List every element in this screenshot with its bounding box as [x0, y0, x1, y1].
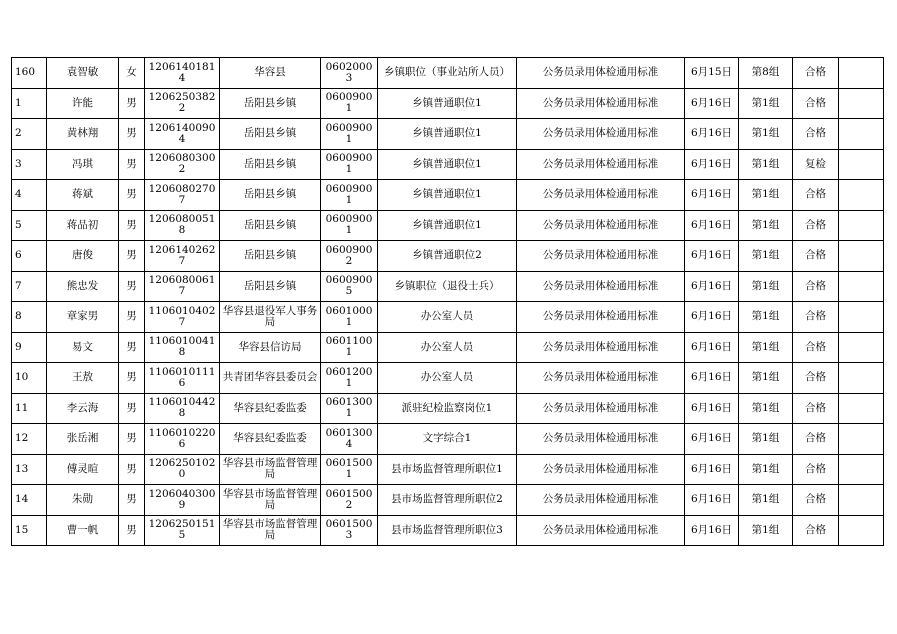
gender-cell: 男 — [119, 424, 145, 455]
row-number-cell: 2 — [12, 119, 47, 150]
standard-cell: 公务员录用体检通用标准 — [517, 58, 685, 89]
table-row — [12, 302, 884, 333]
standard-cell: 公务员录用体检通用标准 — [517, 363, 685, 394]
exam-date-cell: 6月16日 — [685, 88, 739, 119]
exam-date-cell: 6月16日 — [685, 271, 739, 302]
standard-cell: 公务员录用体检通用标准 — [517, 180, 685, 211]
result-cell: 合格 — [793, 241, 839, 272]
position-cell: 乡镇职位（退役士兵） — [378, 271, 517, 302]
table-row — [12, 393, 884, 424]
row-number-cell: 8 — [12, 302, 47, 333]
gender-cell: 男 — [119, 332, 145, 363]
unit-cell: 华容县信访局 — [220, 332, 321, 363]
unit-cell: 共青团华容县委员会 — [220, 363, 321, 394]
row-number-cell: 160 — [12, 58, 47, 89]
exam-date-cell: 6月16日 — [685, 515, 739, 546]
exam-id-cell: 11060104027 — [145, 302, 220, 333]
standard-cell: 公务员录用体检通用标准 — [517, 88, 685, 119]
note-cell — [839, 393, 884, 424]
row-number-cell: 7 — [12, 271, 47, 302]
result-cell: 合格 — [793, 58, 839, 89]
unit-cell: 华容县市场监督管理局 — [220, 515, 321, 546]
result-cell: 合格 — [793, 180, 839, 211]
position-cell: 县市场监督管理所职位1 — [378, 454, 517, 485]
position-cell: 乡镇职位（事业站所人员） — [378, 58, 517, 89]
exam-date-cell: 6月16日 — [685, 180, 739, 211]
candidate-table — [11, 57, 884, 546]
exam-id-cell: 11060100418 — [145, 332, 220, 363]
position-code-cell: 06013001 — [321, 393, 378, 424]
position-code-cell: 06010001 — [321, 302, 378, 333]
name-cell: 曹一帆 — [47, 515, 119, 546]
position-cell: 办公室人员 — [378, 363, 517, 394]
standard-cell: 公务员录用体检通用标准 — [517, 210, 685, 241]
exam-date-cell: 6月16日 — [685, 424, 739, 455]
name-cell: 熊忠发 — [47, 271, 119, 302]
position-cell: 派驻纪检监察岗位1 — [378, 393, 517, 424]
exam-date-cell: 6月16日 — [685, 302, 739, 333]
note-cell — [839, 88, 884, 119]
group-cell: 第1组 — [739, 210, 793, 241]
position-code-cell: 06020003 — [321, 58, 378, 89]
unit-cell: 岳阳县乡镇 — [220, 241, 321, 272]
exam-date-cell: 6月16日 — [685, 363, 739, 394]
unit-cell: 岳阳县乡镇 — [220, 88, 321, 119]
standard-cell: 公务员录用体检通用标准 — [517, 424, 685, 455]
note-cell — [839, 119, 884, 150]
group-cell: 第1组 — [739, 515, 793, 546]
position-cell: 文字综合1 — [378, 424, 517, 455]
table-row — [12, 58, 884, 89]
position-cell: 乡镇普通职位1 — [378, 119, 517, 150]
standard-cell: 公务员录用体检通用标准 — [517, 393, 685, 424]
unit-cell: 岳阳县乡镇 — [220, 180, 321, 211]
position-code-cell: 06009001 — [321, 88, 378, 119]
position-code-cell: 06009005 — [321, 271, 378, 302]
result-cell: 合格 — [793, 515, 839, 546]
gender-cell: 男 — [119, 363, 145, 394]
result-cell: 合格 — [793, 454, 839, 485]
exam-id-cell: 12062503822 — [145, 88, 220, 119]
result-cell: 合格 — [793, 363, 839, 394]
gender-cell: 男 — [119, 180, 145, 211]
group-cell: 第1组 — [739, 363, 793, 394]
name-cell: 袁智敏 — [47, 58, 119, 89]
note-cell — [839, 241, 884, 272]
group-cell: 第1组 — [739, 393, 793, 424]
position-code-cell: 06009002 — [321, 241, 378, 272]
table-row — [12, 424, 884, 455]
note-cell — [839, 149, 884, 180]
note-cell — [839, 302, 884, 333]
name-cell: 张岳湘 — [47, 424, 119, 455]
row-number-cell: 11 — [12, 393, 47, 424]
group-cell: 第1组 — [739, 88, 793, 119]
table-row — [12, 515, 884, 546]
exam-date-cell: 6月16日 — [685, 241, 739, 272]
standard-cell: 公务员录用体检通用标准 — [517, 454, 685, 485]
position-code-cell: 06012001 — [321, 363, 378, 394]
position-cell: 乡镇普通职位1 — [378, 88, 517, 119]
group-cell: 第1组 — [739, 241, 793, 272]
table-row — [12, 88, 884, 119]
group-cell: 第1组 — [739, 454, 793, 485]
note-cell — [839, 363, 884, 394]
exam-date-cell: 6月16日 — [685, 119, 739, 150]
table-row — [12, 180, 884, 211]
position-cell: 乡镇普通职位1 — [378, 180, 517, 211]
exam-id-cell: 12062501515 — [145, 515, 220, 546]
table-row — [12, 485, 884, 516]
gender-cell: 男 — [119, 302, 145, 333]
exam-id-cell: 12060800617 — [145, 271, 220, 302]
position-code-cell: 06009001 — [321, 180, 378, 211]
name-cell: 黄林翔 — [47, 119, 119, 150]
position-cell: 乡镇普通职位1 — [378, 149, 517, 180]
gender-cell: 男 — [119, 515, 145, 546]
exam-date-cell: 6月15日 — [685, 58, 739, 89]
gender-cell: 男 — [119, 119, 145, 150]
table-row — [12, 119, 884, 150]
unit-cell: 岳阳县乡镇 — [220, 210, 321, 241]
name-cell: 朱勋 — [47, 485, 119, 516]
exam-id-cell: 12060802707 — [145, 180, 220, 211]
exam-results-sheet — [11, 57, 883, 546]
gender-cell: 男 — [119, 271, 145, 302]
result-cell: 合格 — [793, 302, 839, 333]
result-cell: 合格 — [793, 393, 839, 424]
standard-cell: 公务员录用体检通用标准 — [517, 149, 685, 180]
unit-cell: 华容县退役军人事务局 — [220, 302, 321, 333]
row-number-cell: 4 — [12, 180, 47, 211]
row-number-cell: 3 — [12, 149, 47, 180]
exam-id-cell: 12060803002 — [145, 149, 220, 180]
table-body — [12, 58, 884, 546]
name-cell: 蒋品初 — [47, 210, 119, 241]
result-cell: 合格 — [793, 485, 839, 516]
name-cell: 傅灵暄 — [47, 454, 119, 485]
exam-date-cell: 6月16日 — [685, 485, 739, 516]
result-cell: 合格 — [793, 424, 839, 455]
group-cell: 第8组 — [739, 58, 793, 89]
row-number-cell: 12 — [12, 424, 47, 455]
exam-id-cell: 12060800518 — [145, 210, 220, 241]
group-cell: 第1组 — [739, 149, 793, 180]
unit-cell: 岳阳县乡镇 — [220, 271, 321, 302]
unit-cell: 华容县市场监督管理局 — [220, 485, 321, 516]
result-cell: 合格 — [793, 332, 839, 363]
name-cell: 冯琪 — [47, 149, 119, 180]
position-cell: 县市场监督管理所职位2 — [378, 485, 517, 516]
exam-id-cell: 12061401814 — [145, 58, 220, 89]
unit-cell: 华容县 — [220, 58, 321, 89]
table-row — [12, 332, 884, 363]
table-row — [12, 241, 884, 272]
position-code-cell: 06015003 — [321, 515, 378, 546]
unit-cell: 岳阳县乡镇 — [220, 119, 321, 150]
position-code-cell: 06015002 — [321, 485, 378, 516]
row-number-cell: 9 — [12, 332, 47, 363]
note-cell — [839, 485, 884, 516]
name-cell: 王敖 — [47, 363, 119, 394]
gender-cell: 男 — [119, 149, 145, 180]
note-cell — [839, 454, 884, 485]
result-cell: 合格 — [793, 210, 839, 241]
result-cell: 合格 — [793, 119, 839, 150]
gender-cell: 男 — [119, 88, 145, 119]
gender-cell: 男 — [119, 393, 145, 424]
position-cell: 乡镇普通职位2 — [378, 241, 517, 272]
exam-id-cell: 11060101116 — [145, 363, 220, 394]
row-number-cell: 15 — [12, 515, 47, 546]
name-cell: 许能 — [47, 88, 119, 119]
row-number-cell: 14 — [12, 485, 47, 516]
gender-cell: 男 — [119, 210, 145, 241]
note-cell — [839, 210, 884, 241]
standard-cell: 公务员录用体检通用标准 — [517, 271, 685, 302]
exam-date-cell: 6月16日 — [685, 332, 739, 363]
exam-id-cell: 11060104428 — [145, 393, 220, 424]
position-code-cell: 06013004 — [321, 424, 378, 455]
unit-cell: 华容县市场监督管理局 — [220, 454, 321, 485]
note-cell — [839, 332, 884, 363]
exam-id-cell: 12062501020 — [145, 454, 220, 485]
standard-cell: 公务员录用体检通用标准 — [517, 485, 685, 516]
row-number-cell: 10 — [12, 363, 47, 394]
note-cell — [839, 515, 884, 546]
unit-cell: 华容县纪委监委 — [220, 393, 321, 424]
position-code-cell: 06009001 — [321, 149, 378, 180]
note-cell — [839, 424, 884, 455]
table-row — [12, 149, 884, 180]
result-cell: 合格 — [793, 88, 839, 119]
group-cell: 第1组 — [739, 332, 793, 363]
exam-id-cell: 12061402627 — [145, 241, 220, 272]
exam-id-cell: 12061400904 — [145, 119, 220, 150]
standard-cell: 公务员录用体检通用标准 — [517, 241, 685, 272]
group-cell: 第1组 — [739, 302, 793, 333]
exam-date-cell: 6月16日 — [685, 210, 739, 241]
unit-cell: 岳阳县乡镇 — [220, 149, 321, 180]
exam-id-cell: 11060102206 — [145, 424, 220, 455]
exam-id-cell: 12060403009 — [145, 485, 220, 516]
gender-cell: 男 — [119, 454, 145, 485]
standard-cell: 公务员录用体检通用标准 — [517, 515, 685, 546]
row-number-cell: 13 — [12, 454, 47, 485]
position-cell: 办公室人员 — [378, 332, 517, 363]
note-cell — [839, 271, 884, 302]
group-cell: 第1组 — [739, 180, 793, 211]
name-cell: 李云海 — [47, 393, 119, 424]
group-cell: 第1组 — [739, 271, 793, 302]
result-cell: 复检 — [793, 149, 839, 180]
row-number-cell: 6 — [12, 241, 47, 272]
position-code-cell: 06015001 — [321, 454, 378, 485]
table-row — [12, 363, 884, 394]
name-cell: 易文 — [47, 332, 119, 363]
group-cell: 第1组 — [739, 119, 793, 150]
row-number-cell: 1 — [12, 88, 47, 119]
exam-date-cell: 6月16日 — [685, 454, 739, 485]
gender-cell: 男 — [119, 241, 145, 272]
table-row — [12, 454, 884, 485]
position-code-cell: 06009001 — [321, 119, 378, 150]
position-cell: 办公室人员 — [378, 302, 517, 333]
note-cell — [839, 58, 884, 89]
group-cell: 第1组 — [739, 485, 793, 516]
name-cell: 唐俊 — [47, 241, 119, 272]
unit-cell: 华容县纪委监委 — [220, 424, 321, 455]
standard-cell: 公务员录用体检通用标准 — [517, 332, 685, 363]
row-number-cell: 5 — [12, 210, 47, 241]
gender-cell: 男 — [119, 485, 145, 516]
table-row — [12, 210, 884, 241]
group-cell: 第1组 — [739, 424, 793, 455]
exam-date-cell: 6月16日 — [685, 149, 739, 180]
exam-date-cell: 6月16日 — [685, 393, 739, 424]
position-code-cell: 06009001 — [321, 210, 378, 241]
standard-cell: 公务员录用体检通用标准 — [517, 302, 685, 333]
standard-cell: 公务员录用体检通用标准 — [517, 119, 685, 150]
gender-cell: 女 — [119, 58, 145, 89]
table-row — [12, 271, 884, 302]
position-code-cell: 06011001 — [321, 332, 378, 363]
result-cell: 合格 — [793, 271, 839, 302]
note-cell — [839, 180, 884, 211]
position-cell: 乡镇普通职位1 — [378, 210, 517, 241]
name-cell: 蒋斌 — [47, 180, 119, 211]
name-cell: 章家男 — [47, 302, 119, 333]
position-cell: 县市场监督管理所职位3 — [378, 515, 517, 546]
